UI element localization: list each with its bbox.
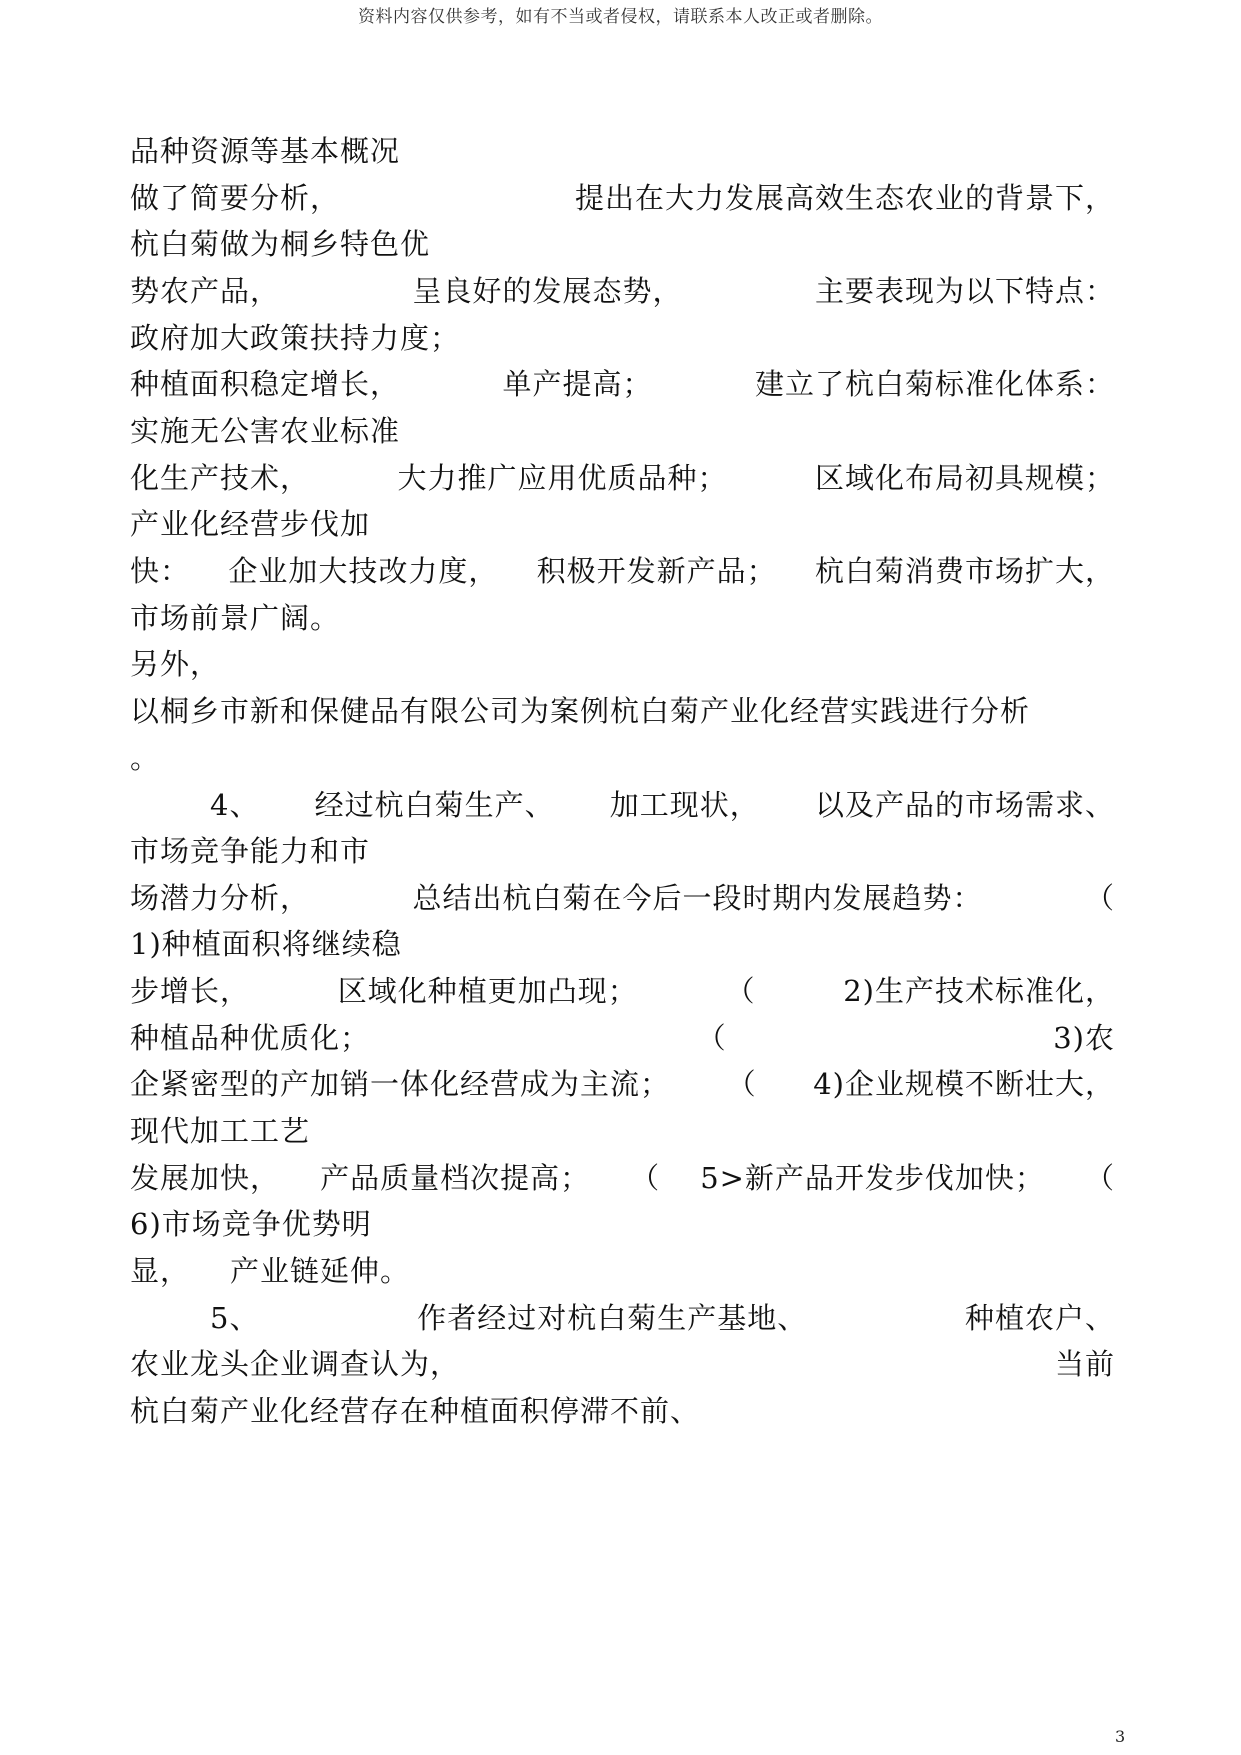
text-segment: 4、 [210, 788, 260, 822]
text-segment: 。 [130, 741, 161, 775]
text-line [130, 129, 1115, 173]
text-segment: 加工现状， [609, 788, 760, 822]
text-segment: 快： [130, 554, 191, 588]
text-line [130, 642, 1115, 686]
text-segment: 种植品种优质化； [130, 1021, 371, 1055]
text-segment: 产业化经营步伐加 [130, 507, 371, 541]
text-segment: （ [696, 1021, 727, 1055]
text-segment: 场潜力分析， [130, 881, 311, 915]
text-segment: 单产提高； [502, 367, 653, 401]
text-line [130, 1249, 1115, 1293]
page-number: 3 [1115, 1727, 1126, 1746]
text-segment: 经过杭白菊生产、 [314, 788, 555, 822]
text-line [130, 736, 1115, 780]
text-line [210, 1296, 1115, 1340]
text-segment: 区域化种植更加凸现； [337, 974, 638, 1008]
text-segment: 现代加工工艺 [130, 1114, 311, 1148]
text-segment: 2)生产技术标准化， [843, 974, 1115, 1008]
text-segment: 企业加大技改力度， [228, 554, 499, 588]
text-segment: 政府加大政策扶持力度； [130, 321, 461, 355]
text-segment: 产品质量档次提高； [320, 1161, 591, 1195]
text-segment: （ [1084, 1161, 1115, 1195]
text-segment: 建立了杭白菊标准化体系： [754, 367, 1115, 401]
text-segment: 提出在大力发展高效生态农业的背景下， [574, 181, 1115, 215]
text-segment: 大力推广应用优质品种； [397, 461, 728, 495]
text-line [130, 549, 1115, 593]
text-line [130, 829, 1115, 873]
text-segment: 1)种植面积将继续稳 [130, 927, 402, 961]
text-segment: （ [630, 1161, 661, 1195]
text-segment: 以桐乡市新和保健品有限公司为案例杭白菊产业化经营实践进行分析 [130, 694, 1031, 728]
text-line [130, 876, 1115, 920]
text-segment: 做了简要分析， [130, 181, 341, 215]
text-segment: 市场前景广阔。 [130, 601, 341, 635]
text-segment: 品种资源等基本概况 [130, 134, 401, 168]
text-line [210, 783, 1115, 827]
text-segment: 种植农户、 [964, 1301, 1115, 1335]
text-line [130, 922, 1115, 966]
text-line [130, 1156, 1115, 1200]
text-segment: 3)农 [1053, 1021, 1115, 1055]
text-line [130, 1016, 1115, 1060]
text-segment: 呈良好的发展态势， [412, 274, 683, 308]
text-line [130, 1109, 1115, 1153]
text-segment: （ [726, 1067, 757, 1101]
text-line [130, 596, 1115, 640]
text-line [130, 316, 1115, 360]
text-segment: 杭白菊做为桐乡特色优 [130, 227, 431, 261]
text-line [130, 1342, 1115, 1386]
text-segment: 化生产技术， [130, 461, 311, 495]
text-line [130, 456, 1115, 500]
text-segment: 步增长， [130, 974, 251, 1008]
text-segment: 实施无公害农业标准 [130, 414, 401, 448]
text-segment: 积极开发新产品； [536, 554, 777, 588]
text-line [130, 1062, 1115, 1106]
text-line [130, 1202, 1115, 1246]
text-segment: 种植面积稳定增长， [130, 367, 401, 401]
text-segment: 作者经过对杭白菊生产基地、 [417, 1301, 808, 1335]
text-segment: 市场竞争能力和市 [130, 834, 371, 868]
copyright-notice: 资料内容仅供参考，如有不当或者侵权，请联系本人改正或者删除。 [358, 7, 883, 27]
text-line [130, 409, 1115, 453]
text-segment: 杭白菊消费市场扩大， [814, 554, 1115, 588]
text-segment: 产业链延伸。 [230, 1254, 411, 1288]
text-line [130, 1389, 1115, 1433]
text-line [130, 502, 1115, 546]
text-segment: 总结出杭白菊在今后一段时期内发展趋势： [412, 881, 983, 915]
text-segment: 5>新产品开发步伐加快； [700, 1161, 1045, 1195]
text-segment: （ [725, 974, 756, 1008]
text-segment: 当前 [1054, 1347, 1115, 1381]
text-line [130, 689, 1115, 733]
text-segment: 主要表现为以下特点： [814, 274, 1115, 308]
text-segment: 区域化布局初具规模； [814, 461, 1115, 495]
text-segment: 另外， [130, 647, 221, 681]
text-segment: 以及产品的市场需求、 [814, 788, 1115, 822]
text-line [130, 969, 1115, 1013]
text-segment: 4)企业规模不断壮大， [813, 1067, 1115, 1101]
text-segment: 势农产品， [130, 274, 281, 308]
text-segment: 企紧密型的产加销一体化经营成为主流； [130, 1067, 671, 1101]
text-segment: 显， [130, 1254, 191, 1288]
text-line [130, 269, 1115, 313]
text-segment: 杭白菊产业化经营存在种植面积停滞不前、 [130, 1394, 701, 1428]
text-segment: 5、 [210, 1301, 260, 1335]
text-segment: 农业龙头企业调查认为， [130, 1347, 461, 1381]
text-line [130, 176, 1115, 220]
text-segment: 发展加快， [130, 1161, 281, 1195]
text-segment: （ [1084, 881, 1115, 915]
text-line [130, 222, 1115, 266]
text-segment: 6)市场竞争优势明 [130, 1207, 372, 1241]
text-line [130, 362, 1115, 406]
